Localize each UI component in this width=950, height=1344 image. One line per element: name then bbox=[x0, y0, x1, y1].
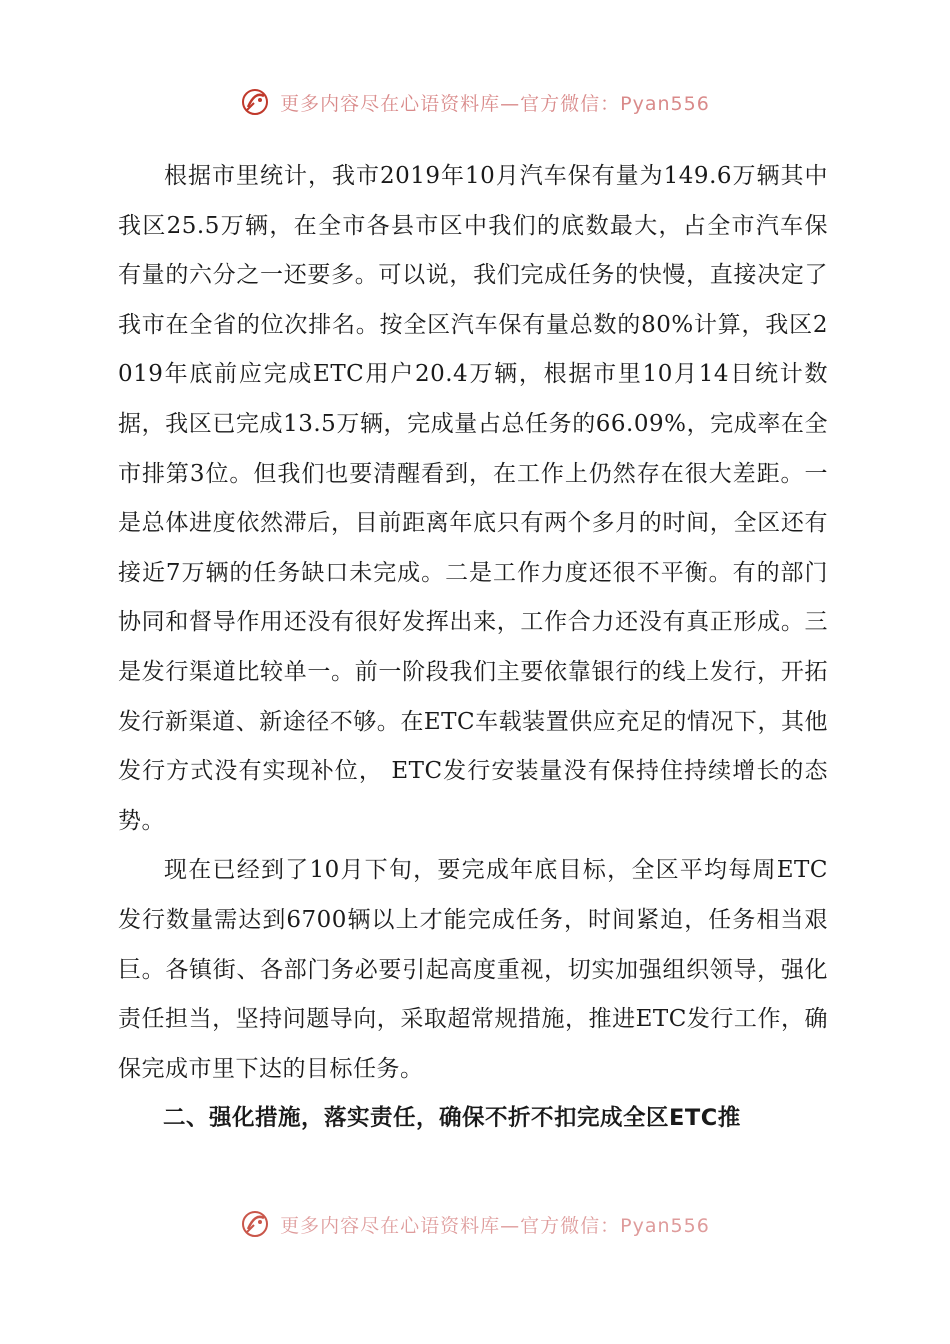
watermark-text: 更多内容尽在心语资料库—官方微信：Pyan556 bbox=[280, 92, 710, 115]
brand-logo-icon bbox=[240, 87, 270, 117]
paragraph: 根据市里统计，我市2019年10月汽车保有量为149.6万辆其中我区25.5万辆，在全市各县市区中我们的底数最大，占全市汽车保有量的六分之一还要多。可以说，我们完成任务的快慢，直接决定了我市在全省的位次排名。按全区汽车保有量总数的80%计算，我区2019年底前应完成ETC用户20.4万辆，根据市里10月14日统计数据，我区已完成13.5万辆，完成量占总任务的66.09%，完成率在全市排第3位。但我们也要清醒看到，在工作上仍然存在很大差距。一是总体进度依然滞后，目前距离年底只有两个多月的时间，全区还有接近7万辆的任务缺口未完成。二是工作力度还很不平衡。有的部门协同和督导作用还没有很好发挥出来，工作合力还没有真正形成。三是发行渠道比较单一。前一阶段我们主要依靠银行的线上发行，开拓发行新渠道、新途径不够。在ETC车载装置供应充足的情况下，其他发行方式没有实现补位， ETC发行安装量没有保持住持续增长的态势。 bbox=[118, 163, 828, 834]
document-body bbox=[118, 152, 828, 1144]
watermark-text: 更多内容尽在心语资料库—官方微信：Pyan556 bbox=[280, 1214, 710, 1237]
section-heading: 二、强化措施，落实责任，确保不折不扣完成全区ETC推 bbox=[163, 1105, 741, 1132]
watermark-footer bbox=[0, 1204, 950, 1244]
brand-logo-icon bbox=[240, 1209, 270, 1239]
paragraph: 现在已经到了10月下旬，要完成年底目标，全区平均每周ETC发行数量需达到6700辆以上才能完成任务，时间紧迫，任务相当艰巨。各镇街、各部门务必要引起高度重视，切实加强组织领导，强化责任担当，坚持问题导向，采取超常规措施，推进ETC发行工作，确保完成市里下达的目标任务。 bbox=[118, 857, 828, 1082]
watermark-header bbox=[0, 82, 950, 122]
